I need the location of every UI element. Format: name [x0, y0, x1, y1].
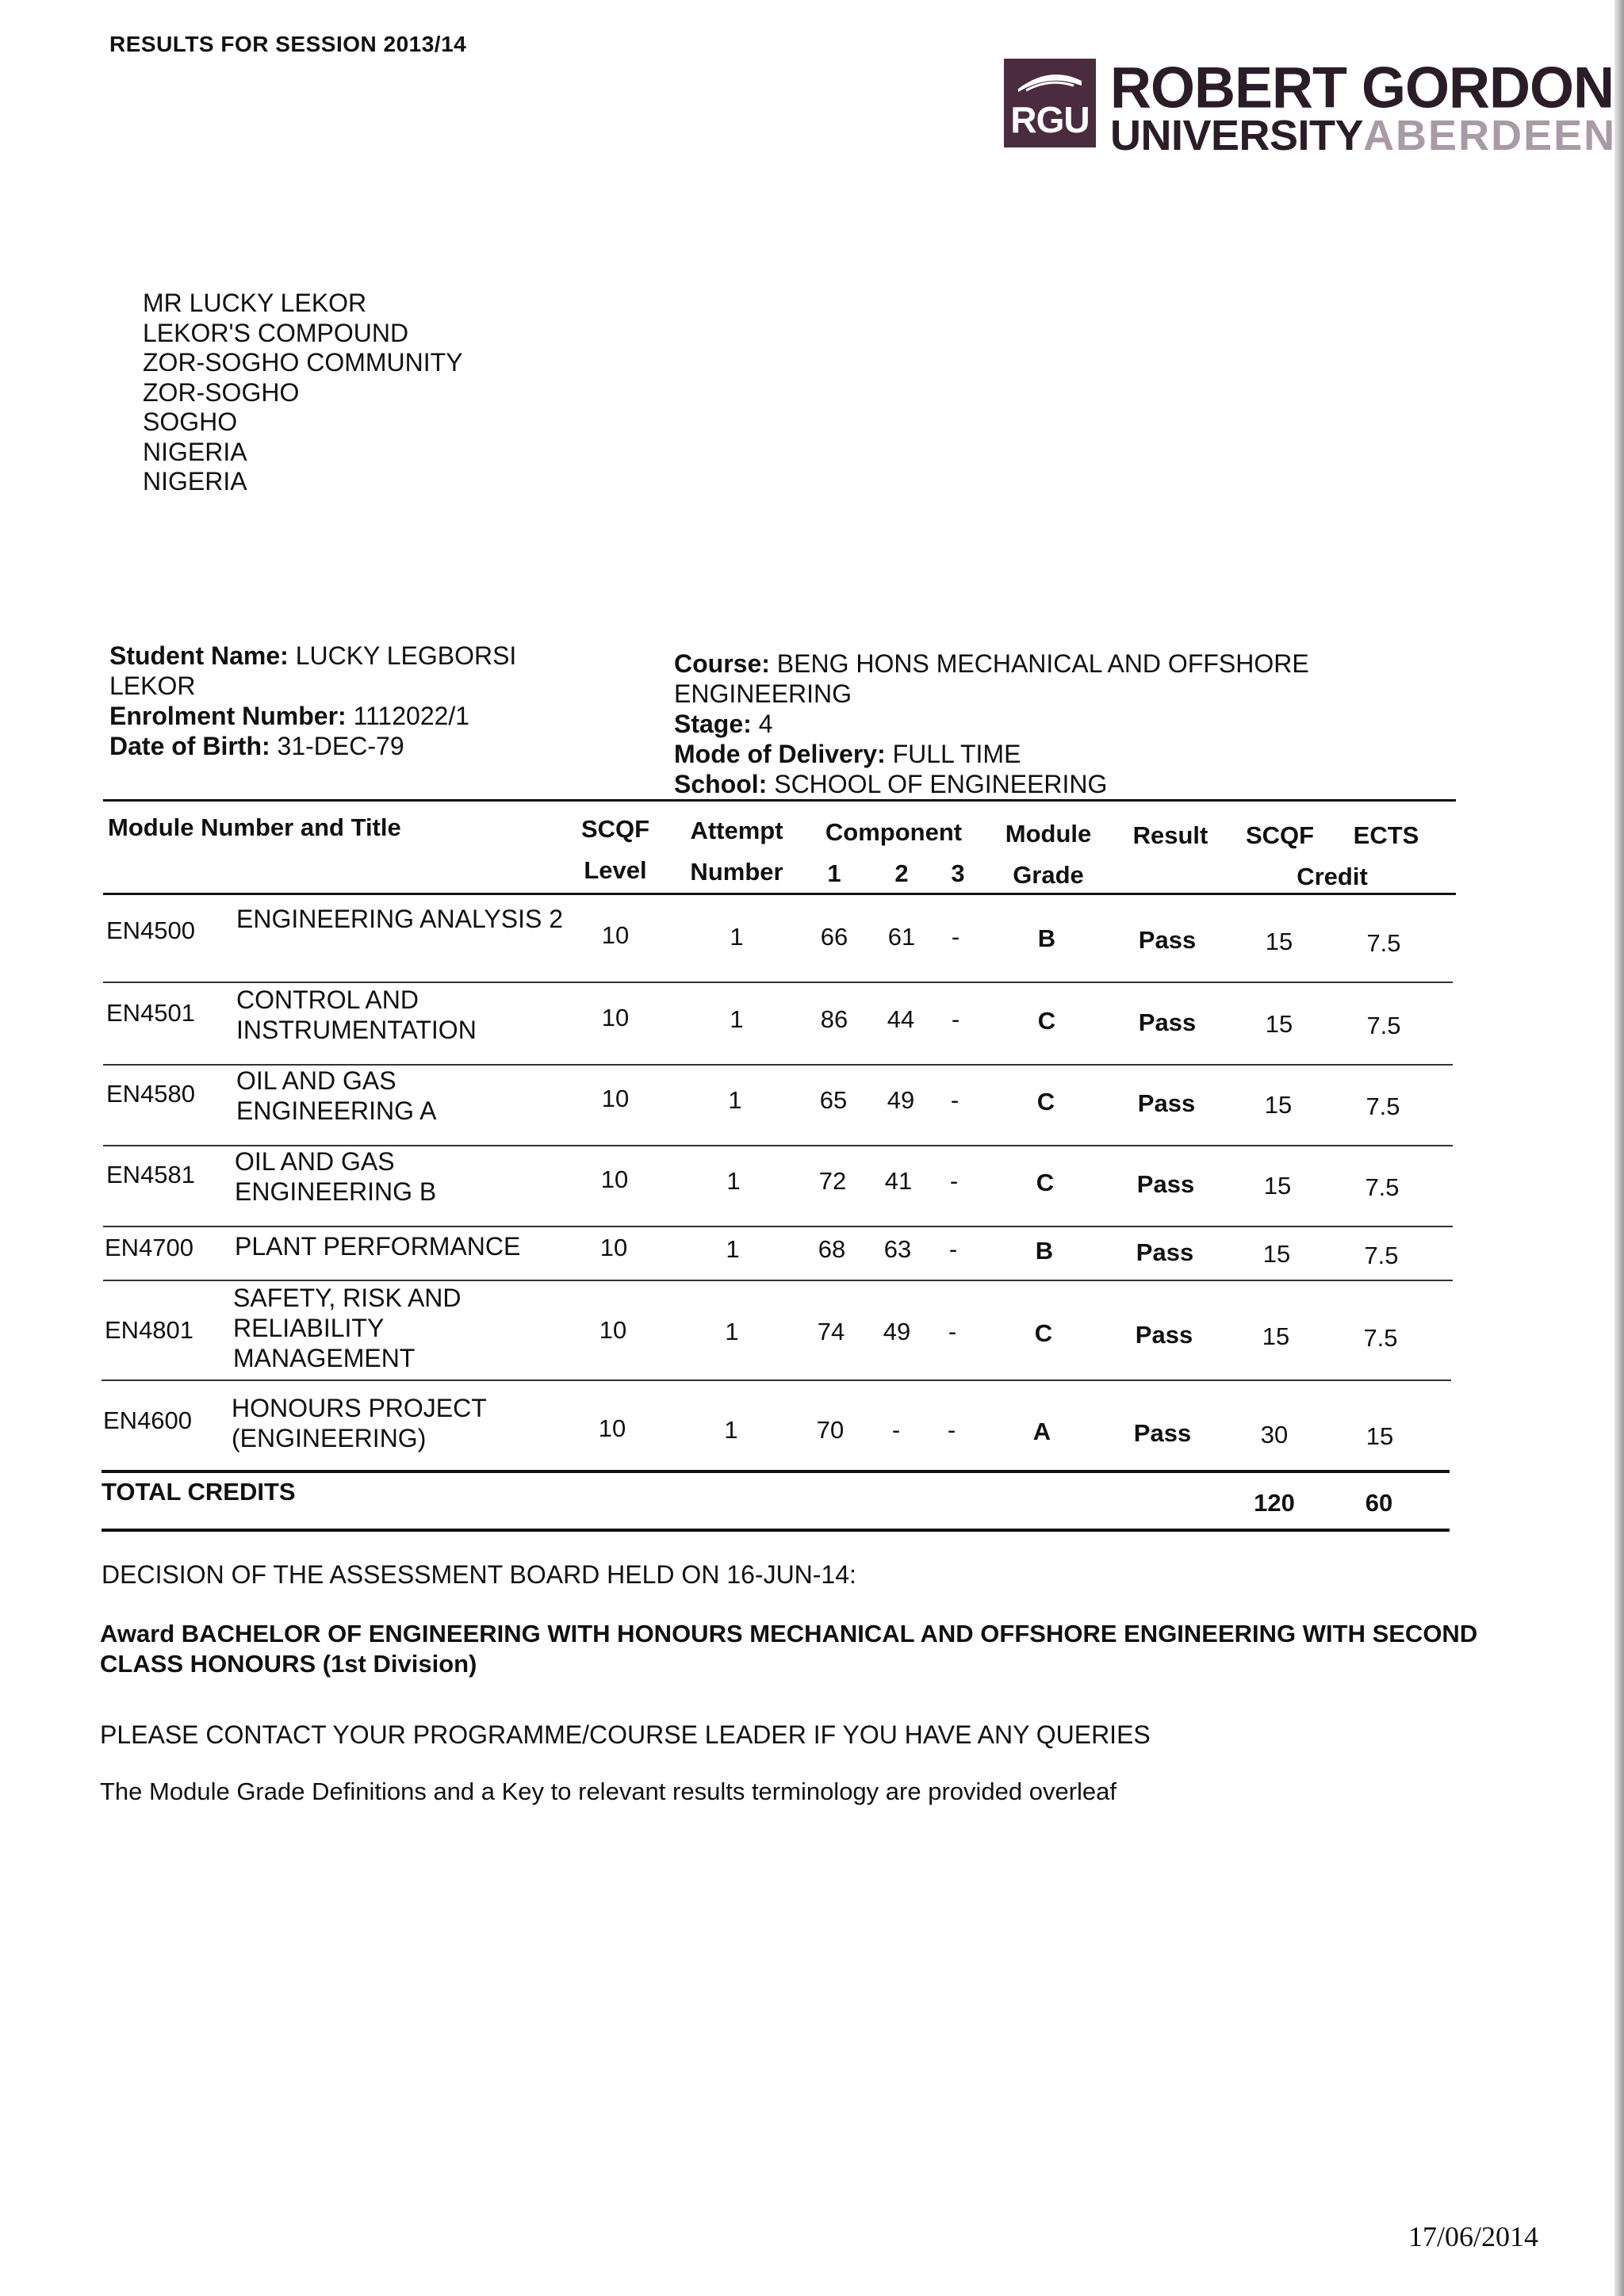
result: Pass [1135, 1321, 1193, 1349]
date-of-birth [109, 731, 569, 761]
module-grade: C [1037, 1007, 1056, 1035]
component-2: 49 [887, 1086, 915, 1114]
component-3: - [949, 1167, 959, 1195]
header-module: Module Number and Title [108, 813, 401, 841]
header-scqf: SCQF [580, 815, 650, 843]
total-credits-label: TOTAL CREDITS [102, 1478, 296, 1506]
module-title: SAFETY, RISK AND RELIABILITY MANAGEMENT [233, 1284, 462, 1372]
logo-abbreviation: RGU [1010, 99, 1090, 140]
header-component: Component [825, 818, 963, 846]
module-code: EN4580 [106, 1080, 196, 1108]
component-2: - [891, 1416, 901, 1444]
header-grade: Grade [1013, 861, 1084, 889]
module-code: EN4600 [103, 1406, 193, 1434]
total-top-rule [102, 1470, 1450, 1473]
header-ects: ECTS [1353, 821, 1419, 849]
header-number: Number [690, 858, 783, 886]
header-result: Result [1132, 821, 1208, 849]
component-1: 72 [818, 1167, 847, 1195]
module-grade: C [1034, 1319, 1053, 1347]
logo-name-line2 [1110, 111, 1616, 160]
enrolment-value: 1112022/1 [353, 702, 470, 730]
module-grade: B [1035, 1237, 1054, 1265]
module-grade: C [1036, 1169, 1055, 1196]
student-name [109, 641, 569, 701]
logo-emblem [1004, 59, 1096, 147]
attempt-number: 1 [726, 1167, 741, 1195]
student-details [109, 641, 569, 761]
result: Pass [1133, 1419, 1192, 1447]
stage [674, 709, 1435, 739]
scqf-level: 10 [600, 1165, 629, 1193]
module-code: EN4581 [106, 1161, 196, 1188]
stage-value: 4 [758, 710, 773, 738]
student-name-value: LUCKY LEGBORSI LEKOR [109, 641, 517, 700]
scqf-level: 10 [598, 1414, 626, 1442]
scqf-credit: 15 [1262, 1322, 1290, 1350]
module-grade: B [1037, 924, 1056, 952]
component-3: - [948, 1318, 957, 1345]
address-line: ZOR-SOGHO COMMUNITY [143, 348, 463, 377]
row-divider [102, 1380, 1451, 1381]
component-2: 63 [883, 1235, 912, 1263]
row-divider [103, 982, 1453, 983]
ects-credit: 7.5 [1365, 1173, 1400, 1201]
enrolment-label: Enrolment Number: [109, 702, 347, 730]
header-component-3: 3 [951, 859, 965, 887]
scqf-credit: 15 [1263, 1172, 1292, 1200]
assessment-board-decision: DECISION OF THE ASSESSMENT BOARD HELD ON 16-JUN-14: [102, 1560, 856, 1589]
header-scqf-credit: SCQF [1245, 821, 1315, 849]
component-1: 74 [817, 1318, 845, 1345]
module-grade: C [1036, 1088, 1055, 1115]
header-module-grade-top: Module [1005, 820, 1092, 848]
school-value: SCHOOL OF ENGINEERING [774, 770, 1108, 798]
overleaf-note: The Module Grade Definitions and a Key to relevant results terminology are provided overleaf [100, 1777, 1117, 1805]
header-credit: Credit [1297, 863, 1368, 890]
mode-value: FULL TIME [892, 740, 1021, 768]
logo-name-line1: ROBERT GORDON [1110, 55, 1614, 121]
attempt-number: 1 [730, 923, 744, 951]
component-3: - [951, 923, 960, 951]
course-label: Course: [674, 649, 770, 678]
address-line: LEKOR'S COMPOUND [143, 318, 409, 347]
module-title: CONTROL AND INSTRUMENTATION [236, 985, 477, 1044]
module-title: PLANT PERFORMANCE [235, 1232, 521, 1261]
address-line: ZOR-SOGHO [143, 377, 300, 407]
module-code: EN4801 [105, 1316, 194, 1344]
scqf-level: 10 [601, 1004, 630, 1031]
course-details [674, 649, 1435, 799]
ects-credit: 7.5 [1366, 1012, 1401, 1039]
logo-city: ABERDEEN [1363, 112, 1617, 159]
dob-label: Date of Birth: [109, 732, 270, 760]
attempt-number: 1 [724, 1416, 738, 1444]
module-code: EN4501 [106, 999, 196, 1027]
component-1: 68 [818, 1235, 846, 1263]
stage-label: Stage: [674, 710, 752, 738]
scqf-credit: 30 [1260, 1421, 1289, 1448]
attempt-number: 1 [725, 1318, 739, 1345]
result: Pass [1136, 1238, 1194, 1266]
mode-label: Mode of Delivery: [674, 740, 886, 768]
school-label: School: [674, 770, 768, 798]
scqf-level: 10 [601, 921, 630, 949]
attempt-number: 1 [726, 1235, 740, 1263]
address-line: NIGERIA [143, 437, 247, 466]
logo-university: UNIVERSITY [1110, 112, 1364, 159]
scqf-credit: 15 [1265, 928, 1293, 955]
scqf-level: 10 [599, 1316, 627, 1344]
ects-credit: 7.5 [1364, 1242, 1399, 1269]
result: Pass [1138, 926, 1197, 954]
module-code: EN4700 [105, 1234, 194, 1261]
scqf-credit: 15 [1265, 1010, 1293, 1038]
row-divider [103, 1226, 1453, 1227]
component-2: 49 [883, 1318, 911, 1345]
module-title: ENGINEERING ANALYSIS 2 [236, 905, 563, 933]
attempt-number: 1 [730, 1005, 744, 1033]
ects-credit: 15 [1365, 1422, 1394, 1450]
component-1: 65 [819, 1086, 848, 1114]
contact-notice: PLEASE CONTACT YOUR PROGRAMME/COURSE LEADER IF YOU HAVE ANY QUERIES [100, 1720, 1151, 1749]
row-divider [103, 1280, 1453, 1281]
module-grade: A [1032, 1418, 1051, 1445]
attempt-number: 1 [728, 1086, 742, 1114]
component-1: 66 [820, 923, 848, 951]
ects-credit: 7.5 [1366, 929, 1401, 957]
postal-address [143, 289, 463, 497]
component-2: 41 [884, 1167, 913, 1195]
component-2: 44 [887, 1005, 915, 1033]
date-stamp: 17/06/2014 [1408, 2221, 1539, 2252]
result: Pass [1137, 1089, 1196, 1117]
address-line: MR LUCKY LEKOR [143, 289, 367, 317]
table-top-rule [103, 799, 1456, 802]
total-bottom-rule [102, 1529, 1450, 1532]
module-title: OIL AND GAS ENGINEERING A [236, 1066, 437, 1125]
total-scqf-credits: 120 [1254, 1489, 1295, 1517]
result: Pass [1136, 1170, 1195, 1198]
header-bottom-rule [103, 893, 1456, 895]
enrolment-number [109, 701, 569, 731]
dob-value: 31-DEC-79 [277, 732, 404, 760]
component-2: 61 [887, 923, 916, 951]
address-line: NIGERIA [143, 467, 247, 496]
address-line: SOGHO [143, 408, 238, 436]
module-title: HONOURS PROJECT (ENGINEERING) [232, 1394, 487, 1452]
total-ects-credits: 60 [1365, 1489, 1393, 1517]
header-attempt: Attempt [690, 817, 783, 844]
ects-credit: 7.5 [1363, 1324, 1398, 1352]
module-title: OIL AND GAS ENGINEERING B [235, 1147, 437, 1206]
school [674, 769, 1435, 799]
award-statement: Award BACHELOR OF ENGINEERING WITH HONOURS MECHANICAL AND OFFSHORE ENGINEERING WITH SECOND CLASS HONOURS (1st Division) [100, 1620, 1478, 1678]
header-component-2: 2 [894, 859, 909, 887]
ects-credit: 7.5 [1365, 1093, 1400, 1120]
course-value: BENG HONS MECHANICAL AND OFFSHORE ENGINEERING [674, 649, 1309, 708]
scqf-level: 10 [601, 1085, 630, 1112]
component-3: - [947, 1416, 956, 1444]
module-code: EN4500 [106, 916, 196, 944]
component-1: 86 [820, 1005, 848, 1033]
component-3: - [950, 1086, 959, 1114]
building-roof-icon [1015, 70, 1085, 92]
student-name-label: Student Name: [109, 641, 289, 670]
session-title: RESULTS FOR SESSION 2013/14 [109, 32, 467, 56]
component-1: 70 [816, 1416, 845, 1444]
scqf-credit: 15 [1264, 1091, 1293, 1119]
scqf-level: 10 [599, 1234, 628, 1261]
result: Pass [1138, 1008, 1197, 1036]
mode-of-delivery [674, 739, 1435, 769]
header-component-1: 1 [827, 859, 841, 887]
course [674, 649, 1435, 709]
component-3: - [948, 1235, 958, 1263]
header-level: Level [584, 856, 647, 884]
university-logo [1004, 55, 1617, 159]
component-3: - [951, 1005, 960, 1033]
page-edge-shadow [1614, 0, 1624, 2296]
scqf-credit: 15 [1262, 1240, 1291, 1268]
